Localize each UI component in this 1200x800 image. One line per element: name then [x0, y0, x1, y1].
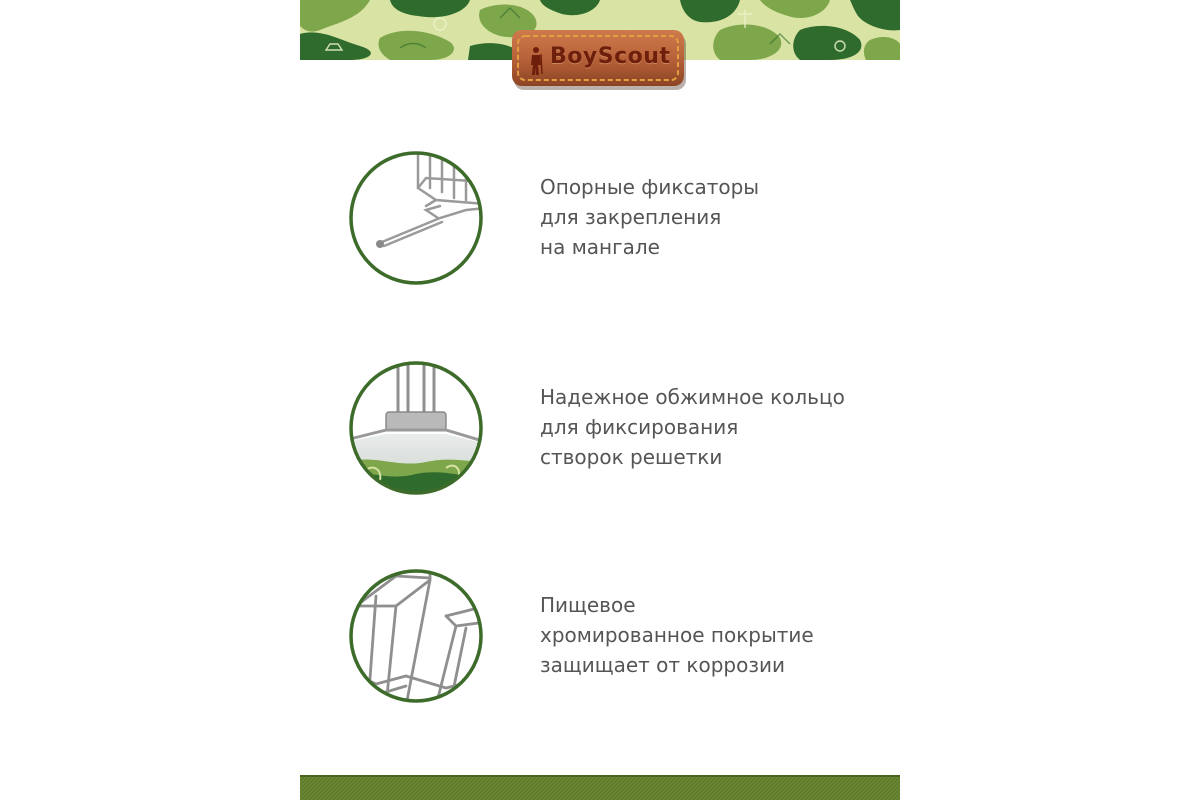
feature-line: хромированное покрытие — [540, 623, 814, 647]
feature-support-latches — [346, 148, 896, 288]
feature-crimp-ring-text — [540, 382, 845, 472]
product-info-card — [300, 0, 900, 800]
feature-line: створок решетки — [540, 445, 723, 469]
feature-line: Надежное обжимное кольцо — [540, 385, 845, 409]
feature-line: Пищевое — [540, 593, 636, 617]
brand-logo-badge — [512, 30, 688, 92]
feature-support-latches-text — [540, 172, 759, 262]
feature-line: Опорные фиксаторы — [540, 175, 760, 199]
fabric-bottom-band — [300, 775, 900, 800]
chrome-grid-photo-icon — [346, 566, 486, 706]
grill-support-latch-photo-icon — [346, 148, 486, 288]
scout-hiker-icon — [528, 46, 544, 76]
fabric-texture — [300, 775, 900, 800]
feature-line: для фиксирования — [540, 415, 739, 439]
feature-crimp-ring — [346, 358, 896, 498]
feature-chrome-coating-text — [540, 590, 814, 680]
brand-logo-text: BoyScout — [550, 44, 671, 69]
crimp-ring-photo-icon — [346, 358, 486, 498]
feature-line: защищает от коррозии — [540, 653, 785, 677]
feature-chrome-coating — [346, 566, 896, 706]
feature-line: для закрепления — [540, 205, 722, 229]
feature-line: на мангале — [540, 235, 660, 259]
